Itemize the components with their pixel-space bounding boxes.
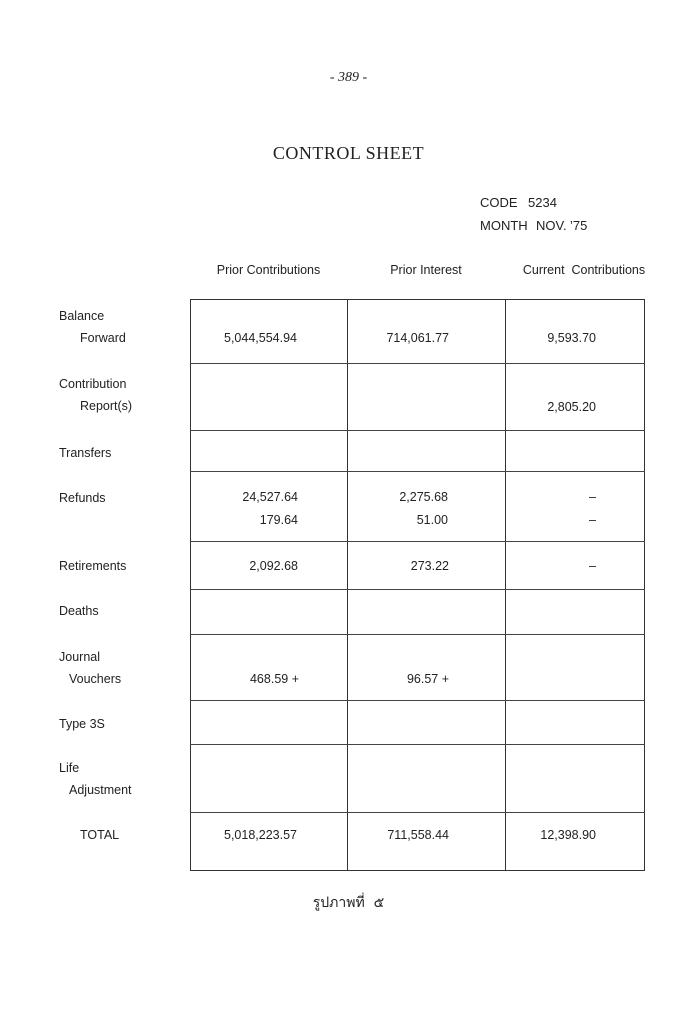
column-header-prior-interest: Prior Interest — [390, 263, 462, 277]
row-label-refunds: Refunds — [59, 491, 106, 505]
code-line — [480, 195, 557, 210]
column-divider — [347, 299, 348, 871]
table-cell: 273.22 — [410, 559, 449, 573]
year-value: ’75 — [570, 218, 588, 233]
table-cell: 179.64 — [259, 513, 298, 527]
row-label-life-adjustment — [59, 757, 132, 801]
table-cell: 96.57 + — [406, 672, 449, 686]
month-value: NOV. — [536, 218, 567, 233]
column-divider — [505, 299, 506, 871]
row-label-line: Forward — [80, 331, 126, 345]
row-label-deaths: Deaths — [59, 604, 99, 618]
table-cell: 24,527.64 — [242, 490, 298, 504]
table-cell: 714,061.77 — [386, 331, 449, 345]
table-cell: 5,044,554.94 — [224, 331, 297, 345]
table-cell: 711,558.44 — [387, 828, 449, 842]
code-label: CODE — [480, 195, 518, 210]
code-value: 5234 — [528, 195, 557, 210]
row-divider — [190, 471, 645, 472]
control-table — [190, 299, 645, 871]
table-cell: 12,398.90 — [540, 828, 596, 842]
row-label-line: Contribution — [59, 377, 127, 391]
row-label-line: Journal — [59, 650, 100, 664]
table-cell: 2,805.20 — [547, 400, 596, 414]
row-divider — [190, 812, 645, 813]
table-cell: 5,018,223.57 — [224, 828, 297, 842]
row-divider — [190, 430, 645, 431]
row-divider — [190, 700, 645, 701]
row-label-type-3s: Type 3S — [59, 717, 105, 731]
column-header-prior-contributions: Prior Contributions — [216, 263, 321, 277]
document-title: CONTROL SHEET — [272, 143, 425, 163]
table-cell: – — [589, 513, 596, 527]
row-label-transfers: Transfers — [59, 446, 112, 460]
row-label-line: Vouchers — [69, 672, 122, 686]
figure-caption: รูปภาพที่ ๕ — [312, 895, 385, 911]
row-label-line: Report(s) — [80, 399, 133, 413]
page-number: - 389 - — [329, 70, 368, 85]
row-label-total: TOTAL — [80, 828, 120, 842]
table-cell: 2,275.68 — [399, 490, 448, 504]
row-label-line: Balance — [59, 309, 105, 323]
table-cell: – — [589, 559, 596, 573]
row-label-retirements: Retirements — [59, 559, 127, 573]
table-cell: 51.00 — [416, 513, 448, 527]
table-cell: 2,092.68 — [249, 559, 298, 573]
row-label-contribution-reports — [59, 373, 132, 417]
row-label-balance-forward — [59, 305, 126, 349]
table-cell: – — [589, 490, 596, 504]
month-label: MONTH — [480, 218, 528, 233]
row-label-line: Adjustment — [69, 783, 132, 797]
row-divider — [190, 589, 645, 590]
row-divider — [190, 541, 645, 542]
row-divider — [190, 363, 645, 364]
table-cell: 468.59 + — [249, 672, 299, 686]
column-header-current-contributions: Current Contributions — [522, 263, 646, 277]
row-divider — [190, 744, 645, 745]
table-cell: 9,593.70 — [547, 331, 596, 345]
row-divider — [190, 634, 645, 635]
month-line — [480, 218, 587, 233]
row-label-journal-vouchers — [59, 646, 121, 690]
row-label-line: Life — [59, 761, 80, 775]
